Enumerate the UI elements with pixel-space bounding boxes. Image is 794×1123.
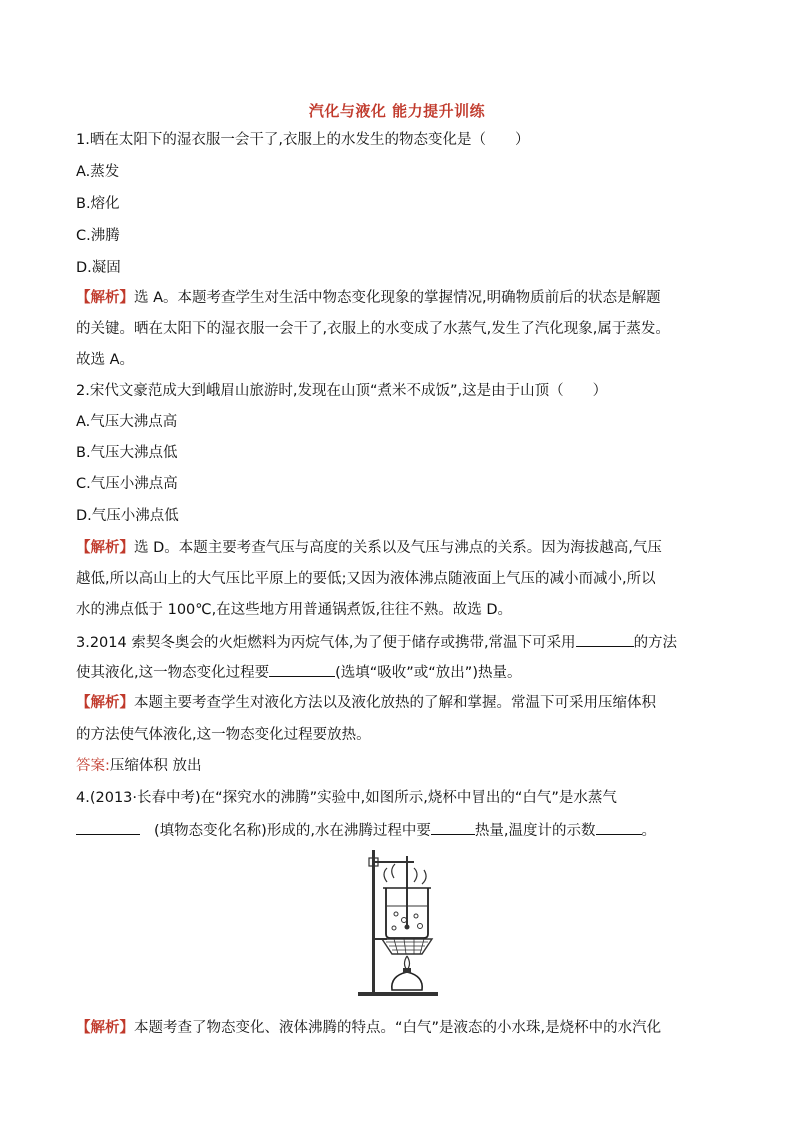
q1-analysis-line1 <box>76 288 661 308</box>
q4-stem-line1: 4.(2013·长春中考)在“探究水的沸腾”实验中,如图所示,烧杯中冒出的“白气”是水蒸气 <box>76 790 617 806</box>
steam-wisps <box>384 864 426 884</box>
q3-stem-line2 <box>76 662 521 683</box>
q4-stem-d: 。 <box>641 823 657 839</box>
q1-analysis-text1: 选 A。本题考查学生对生活中物态变化现象的掌握情况,明确物质前后的状态是解题 <box>134 290 661 306</box>
q4-analysis-text1: 本题考查了物态变化、液体沸腾的特点。“白气”是液态的小水珠,是烧杯中的水汽化 <box>134 1020 662 1036</box>
q3-blank-1[interactable] <box>576 632 634 647</box>
q1-analysis-tag: 【解析】 <box>76 290 134 306</box>
q2-option-b: B.气压大沸点低 <box>76 445 178 461</box>
q2-stem: 2.宋代文豪范成大到峨眉山旅游时,发现在山顶“煮米不成饭”,这是由于山顶（ ） <box>76 383 608 399</box>
q3-analysis-line2: 的方法使气体液化,这一物态变化过程要放热。 <box>76 727 371 743</box>
alcohol-lamp <box>392 972 422 990</box>
q3-analysis-line1 <box>76 693 656 713</box>
q2-analysis-line2: 越低,所以高山上的大气压比平原上的要低;又因为液体沸点随液面上气压的减小而减小,所以 <box>76 571 656 587</box>
q3-stem-line1 <box>76 632 677 653</box>
q3-answer <box>76 756 202 776</box>
q2-option-a: A.气压大沸点高 <box>76 414 178 430</box>
q4-blank-2[interactable] <box>431 820 475 835</box>
q3-blank-2[interactable] <box>269 662 335 677</box>
wire-gauze <box>382 939 432 954</box>
q1-analysis-line2: 的关键。晒在太阳下的湿衣服一会干了,衣服上的水变成了水蒸气,发生了汽化现象,属于蒸发。 <box>76 321 670 337</box>
q4-analysis-tag: 【解析】 <box>76 1020 134 1036</box>
q2-analysis-line1 <box>76 538 662 558</box>
q3-answer-text: 压缩体积 放出 <box>109 758 202 774</box>
q4-stem-b: (填物态变化名称)形成的,水在沸腾过程中要 <box>154 823 431 839</box>
stand-rod <box>372 850 375 992</box>
q1-option-a: A.蒸发 <box>76 164 120 180</box>
q1-option-d: D.凝固 <box>76 260 121 276</box>
q2-option-c: C.气压小沸点高 <box>76 476 178 492</box>
q1-stem: 1.晒在太阳下的湿衣服一会干了,衣服上的水发生的物态变化是（ ） <box>76 132 530 148</box>
q3-analysis-tag: 【解析】 <box>76 695 134 711</box>
flame <box>405 956 410 970</box>
q1-option-c: C.沸腾 <box>76 228 120 244</box>
q2-analysis-tag: 【解析】 <box>76 540 134 556</box>
q3-stem-a: 3.2014 索契冬奥会的火炬燃料为丙烷气体,为了便于储存或携带,常温下可采用 <box>76 635 576 651</box>
q2-analysis-line3: 水的沸点低于 100℃,在这些地方用普通锅煮饭,往往不熟。故选 D。 <box>76 602 513 618</box>
q1-option-b: B.熔化 <box>76 196 120 212</box>
q4-stem-line2 <box>76 820 656 841</box>
q4-blank-1[interactable] <box>76 820 140 835</box>
q3-stem-b: 的方法 <box>633 635 678 651</box>
q2-analysis-text1: 选 D。本题主要考查气压与高度的关系以及气压与沸点的关系。因为海拔越高,气压 <box>134 540 662 556</box>
q3-analysis-text1: 本题主要考查学生对液化方法以及液化放热的了解和掌握。常温下可采用压缩体积 <box>134 695 656 711</box>
q4-analysis-line1 <box>76 1018 661 1038</box>
page-title: 汽化与液化 能力提升训练 <box>308 102 486 120</box>
q3-stem-d: (选填“吸收”或“放出”)热量。 <box>335 665 522 681</box>
q3-answer-label: 答案: <box>76 758 110 774</box>
q3-stem-c: 使其液化,这一物态变化过程要 <box>76 665 270 681</box>
stand-base <box>358 992 438 996</box>
q4-blank-3[interactable] <box>596 820 642 835</box>
boiling-apparatus-figure <box>352 846 442 998</box>
q1-analysis-line3: 故选 A。 <box>76 352 135 368</box>
q4-stem-c: 热量,温度计的示数 <box>474 823 596 839</box>
q2-option-d: D.气压小沸点低 <box>76 508 179 524</box>
